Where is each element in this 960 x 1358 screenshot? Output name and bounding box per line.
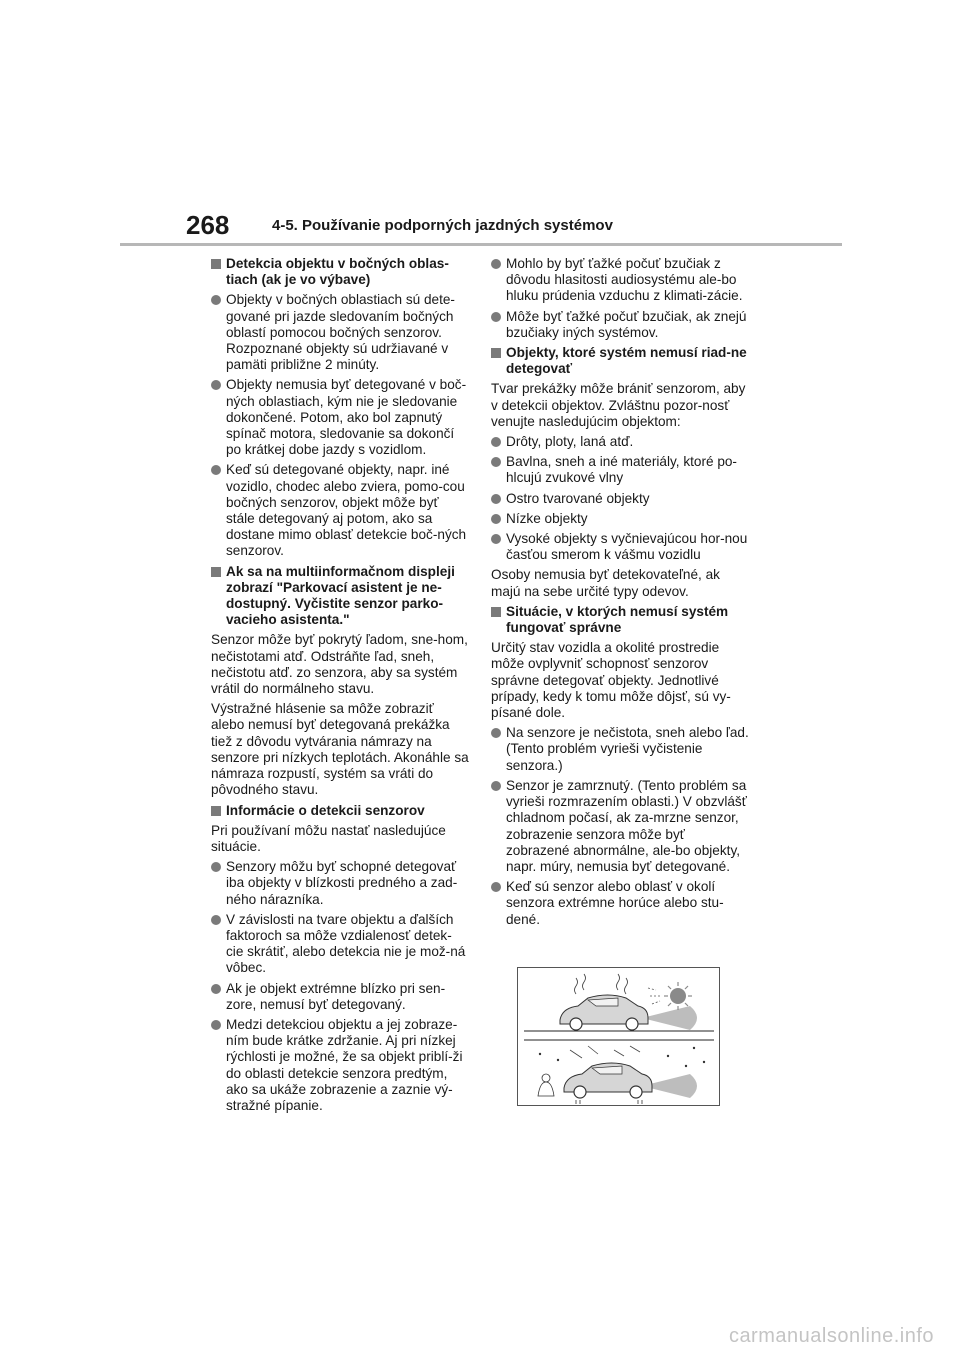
- section-heading: Situácie, v ktorých nemusí systém fungovať správne: [491, 604, 749, 636]
- sensor-beam-icon: [642, 1006, 697, 1030]
- bullet-item: Mohlo by byť ťažké počuť bzučiak z dôvodu hlasitosti audiosystému ale-bo hluku prúdenia vzduchu z klimati-zácie.: [491, 256, 749, 305]
- bullet-item: Ak je objekt extrémne blízko pri sen-zore, nemusí byť detegovaný.: [211, 981, 469, 1013]
- bullet-item: Keď sú senzor alebo oblasť v okolí senzora extrémne horúce alebo stu-dené.: [491, 879, 749, 928]
- wheel-icon: [630, 1086, 642, 1098]
- wheel-icon: [574, 1086, 586, 1098]
- right-column: [491, 256, 749, 932]
- sun-ray-dashes-icon: [648, 988, 660, 1004]
- bullet-item: Bavlna, sneh a iné materiály, ktoré po-hlcujú zvukové vlny: [491, 454, 749, 486]
- paragraph: Osoby nemusia byť detekovateľné, ak majú na sebe určité typy odevov.: [491, 567, 720, 599]
- section-heading: Objekty, ktoré systém nemusí riad-ne detegovať: [491, 345, 749, 377]
- heat-wave-icon: [625, 978, 628, 994]
- bullet-item: V závislosti na tvare objektu a ďalších faktoroch sa môže vzdialenosť detek-cie skrátiť, alebo detekcia nie je mož-ná vôbec.: [211, 912, 469, 977]
- hot-and-cold-sensor-illustration: [517, 967, 720, 1106]
- bullet-item: Drôty, ploty, laná atď.: [491, 434, 749, 450]
- bullet-item: Vysoké objekty s vyčnievajúcou hor-nou časťou smerom k vášmu vozidlu: [491, 531, 749, 563]
- bullet-item: Objekty v bočných oblastiach sú dete-gované pri jazde sledovaním bočných oblastí pomocou bočných senzorov. Rozpoznané objekty sú udržiavané v pamäti približne 2 minúty.: [211, 292, 469, 373]
- bullet-item: Ostro tvarované objekty: [491, 491, 749, 507]
- bullet-item: Senzor je zamrznutý. (Tento problém sa vyrieši rozmrazením oblasti.) V obzvlášť chladnom počasí, ak za-mrzne senzor, zobrazenie senzora môže byť zobrazené abnormálne, ale-bo objekty, napr. múry, nemusia byť detegované.: [491, 778, 749, 875]
- bullet-item: Na senzore je nečistota, sneh alebo ľad. (Tento problém vyrieši vyčistenie senzora.): [491, 725, 749, 774]
- bullet-item: Senzory môžu byť schopné detegovať iba objekty v blízkosti predného a zad-ného nárazníka.: [211, 859, 469, 908]
- heat-wave-icon: [575, 978, 578, 994]
- paragraph: Senzor môže byť pokrytý ľadom, sne-hom, nečistotami atď. Odstráňte ľad, sneh, nečistotu atď. zo senzora, aby sa systém vrátil do normálneho stavu.: [211, 632, 468, 697]
- heat-wave-icon: [617, 974, 620, 990]
- paragraph: Výstražné hlásenie sa môže zobraziť alebo nemusí byť detegovaná prekážka tiež z dôvodu vytvárania námrazy na senzore pri nízkych teplotách. Akonáhle sa námraza rozpustí, systém sa vráti do pôvodného stavu.: [211, 701, 469, 798]
- person-in-snow-icon: [538, 1074, 554, 1096]
- illustration-svg: [518, 968, 719, 1105]
- bullet-item: Objekty nemusia byť detegované v boč-ných oblastiach, kým nie je sledovanie dokončené. Potom, ako bol zapnutý spínač motora, sledovanie sa dokončí po krátkej dobe jazdy s vozidlom.: [211, 377, 469, 458]
- section-heading: Informácie o detekcii senzorov: [211, 803, 469, 819]
- wheel-icon: [626, 1018, 638, 1030]
- watermark: carmanualsonline.info: [728, 1325, 934, 1347]
- paragraph: Určitý stav vozidla a okolité prostredie môže ovplyvniť schopnosť senzorov správne detegovať objekty. Jednotlivé prípady, kedy k tomu môže dôjsť, sú vy-písané dole.: [491, 640, 731, 721]
- bullet-item: Nízke objekty: [491, 511, 749, 527]
- bullet-item: Medzi detekciou objektu a jej zobraze-ním bude krátke zdržanie. Aj pri nízkej rýchlosti je možné, že sa objekt priblí-ži do oblasti detekcie senzora predtým, ako sa ukáže zobrazenie a zaznie vý-stražné pípanie.: [211, 1017, 469, 1114]
- hot-scene: [524, 974, 714, 1031]
- paragraph: Tvar prekážky môže brániť senzorom, aby v detekcii objektov. Zvláštnu pozor-nosť venujte nasledujúcim objektom:: [491, 381, 746, 429]
- sun-icon: [664, 982, 692, 1010]
- paragraph: Pri používaní môžu nastať nasledujúce situácie.: [211, 822, 446, 854]
- wheel-icon: [570, 1018, 582, 1030]
- cold-scene: [524, 1040, 714, 1104]
- ice-marks-icon: [576, 1100, 642, 1104]
- chapter-title: 4-5. Používanie podporných jazdných systémov: [272, 217, 613, 234]
- header-rule: [120, 243, 842, 246]
- section-heading: Detekcia objektu v bočných oblas-tiach (ak je vo výbave): [211, 256, 469, 288]
- section-heading: Ak sa na multiinformačnom displeji zobrazí "Parkovací asistent je ne-dostupný. Vyčistite senzor parko-vacieho asistenta.": [211, 564, 469, 629]
- bullet-item: Keď sú detegované objekty, napr. iné vozidlo, chodec alebo zviera, pomo-cou bočných senzorov, objekt môže byť stále detegovaný aj potom, ako sa dostane mimo oblasť detekcie boč-ných senzorov.: [211, 462, 469, 559]
- left-column: [211, 256, 469, 1118]
- bullet-item: Môže byť ťažké počuť bzučiak, ak znejú bzučiaky iných systémov.: [491, 309, 749, 341]
- page-number: 268: [186, 210, 230, 240]
- heat-wave-icon: [583, 974, 586, 990]
- snow-streaks-icon: [570, 1046, 640, 1058]
